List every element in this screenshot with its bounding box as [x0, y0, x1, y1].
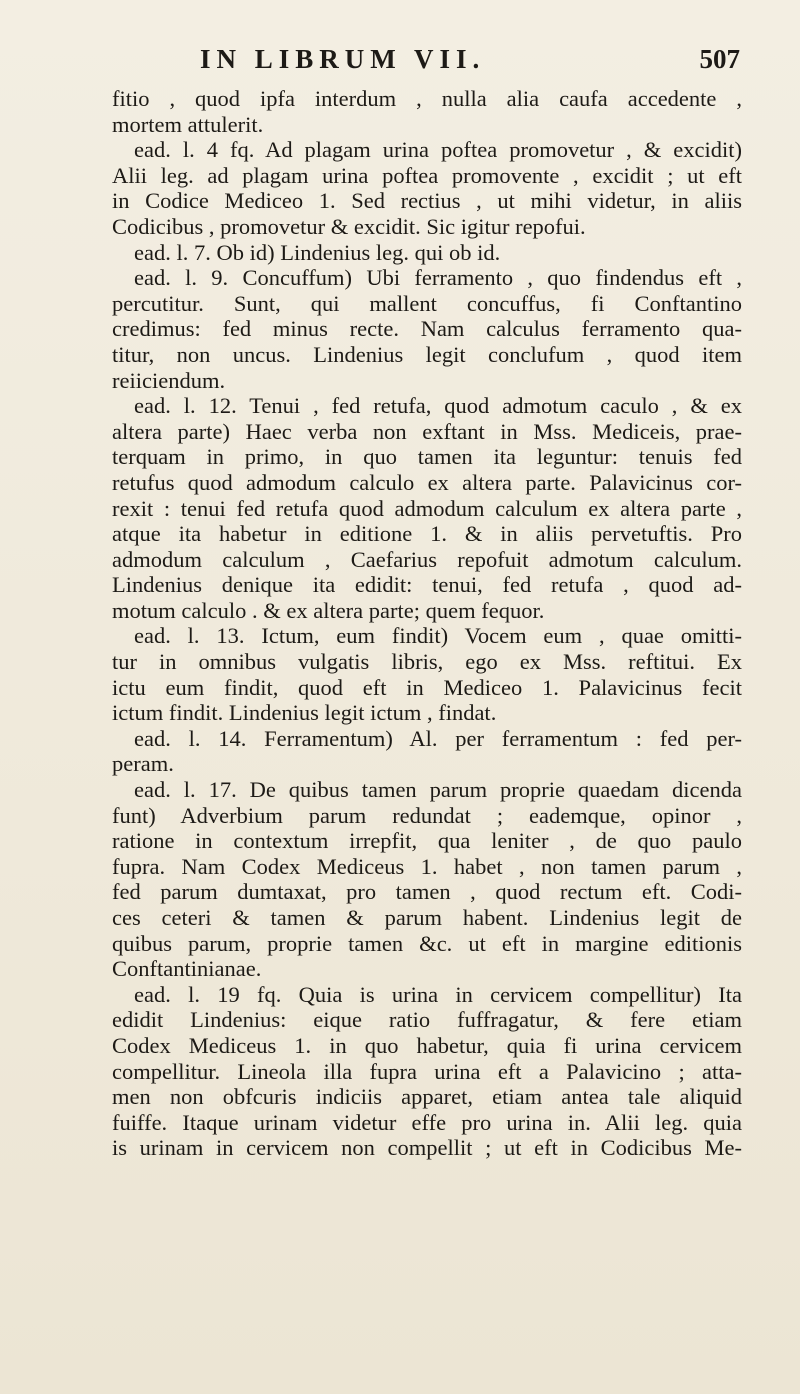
text-line: Lindenius denique ita edidit: tenui, fed retufa , quod ad- — [112, 572, 742, 598]
text-line: ead. l. 9. Concuffum) Ubi ferramento , quo findendus eft , — [134, 265, 742, 291]
text-line: compellitur. Lineola illa fupra urina eft a Palavicino ; atta- — [112, 1058, 742, 1084]
text-line: in Codice Mediceo 1. Sed rectius , ut mihi videtur, in aliis — [112, 188, 742, 214]
text-line: ead. l. 19 fq. Quia is urina in cervicem compellitur) Ita — [134, 981, 742, 1007]
page-header — [0, 44, 800, 84]
text-line: ces ceteri & tamen & parum habent. Lindenius legit de — [112, 905, 742, 930]
text-line: terquam in primo, in quo tamen ita leguntur: tenuis fed — [112, 444, 742, 470]
text-line: fed parum dumtaxat, pro tamen , quod rectum eft. Codi- — [112, 879, 742, 905]
text-line: tur in omnibus vulgatis libris, ego ex Mss. reftitui. Ex — [112, 649, 742, 675]
text-line: ratione in contextum irrepfit, qua leniter , de quo paulo — [112, 828, 742, 854]
text-line: credimus: fed minus recte. Nam calculus ferramento qua- — [112, 316, 742, 342]
text-line: ead. l. 13. Ictum, eum findit) Vocem eum , quae omitti- — [134, 623, 742, 649]
text-line: is urinam in cervicem non compellit ; ut eft in Codicibus Me- — [112, 1135, 742, 1161]
text-line: Alii leg. ad plagam urina poftea promovente , excidit ; ut eft — [112, 162, 742, 188]
text-line: ead. l. 12. Tenui , fed retufa, quod admotum caculo , & ex — [134, 393, 742, 419]
text-line: fuiffe. Itaque urinam videtur effe pro urina in. Alii leg. quia — [112, 1109, 742, 1135]
text-line: mortem attulerit. — [112, 111, 264, 137]
text-line: atque ita habetur in editione 1. & in aliis pervetuftis. Pro — [112, 521, 742, 547]
text-line: edidit Lindenius: eique ratio fuffragatur, & fere etiam — [112, 1007, 742, 1033]
text-line: ictu eum findit, quod eft in Mediceo 1. Palavicinus fecit — [112, 674, 742, 700]
text-line: funt) Adverbium parum redundat ; eademque, opinor , — [112, 802, 742, 828]
text-line: ictum findit. Lindenius legit ictum , findat. — [112, 700, 497, 726]
text-line: reiiciendum. — [112, 367, 226, 393]
text-line: fitio , quod ipfa interdum , nulla alia caufa accedente , — [112, 86, 742, 111]
page-number: 507 — [699, 44, 740, 74]
text-line: ead. l. 7. Ob id) Lindenius leg. qui ob id. — [134, 239, 501, 265]
text-line: Codicibus , promovetur & excidit. Sic igitur repofui. — [112, 213, 586, 239]
text-line: quibus parum, proprie tamen &c. ut eft in margine editionis — [112, 930, 742, 956]
text-line: retufus quod admodum calculo ex altera parte. Palavicinus cor- — [112, 469, 742, 495]
text-line: ead. l. 14. Ferramentum) Al. per ferramentum : fed per- — [134, 725, 742, 751]
text-line: admodum calculum , Caefarius repofuit admotum calculum. — [112, 546, 742, 572]
text-line: fupra. Nam Codex Mediceus 1. habet , non tamen parum , — [112, 853, 742, 879]
text-line: altera parte) Haec verba non exftant in Mss. Mediceis, prae- — [112, 418, 742, 444]
text-line: percutitur. Sunt, qui mallent concuffus, fi Conftantino — [112, 290, 742, 316]
text-line: ead. l. 4 fq. Ad plagam urina poftea promovetur , & excidit) — [134, 137, 742, 163]
text-line: Conftantinianae. — [112, 956, 262, 982]
body-text — [112, 86, 742, 1161]
text-line: rexit : tenui fed retufa quod admodum calculum ex altera parte , — [112, 495, 742, 521]
text-line: men non obfcuris indiciis apparet, etiam antea tale aliquid — [112, 1084, 742, 1110]
text-line: Codex Mediceus 1. in quo habetur, quia fi urina cervicem — [112, 1032, 742, 1058]
text-line: ead. l. 17. De quibus tamen parum proprie quaedam dicenda — [134, 777, 742, 803]
running-title: IN LIBRUM VII. — [200, 44, 486, 74]
text-line: peram. — [112, 751, 174, 777]
text-line: motum calculo . & ex altera parte; quem fequor. — [112, 597, 545, 623]
text-line: titur, non uncus. Lindenius legit conclufum , quod item — [112, 341, 742, 367]
